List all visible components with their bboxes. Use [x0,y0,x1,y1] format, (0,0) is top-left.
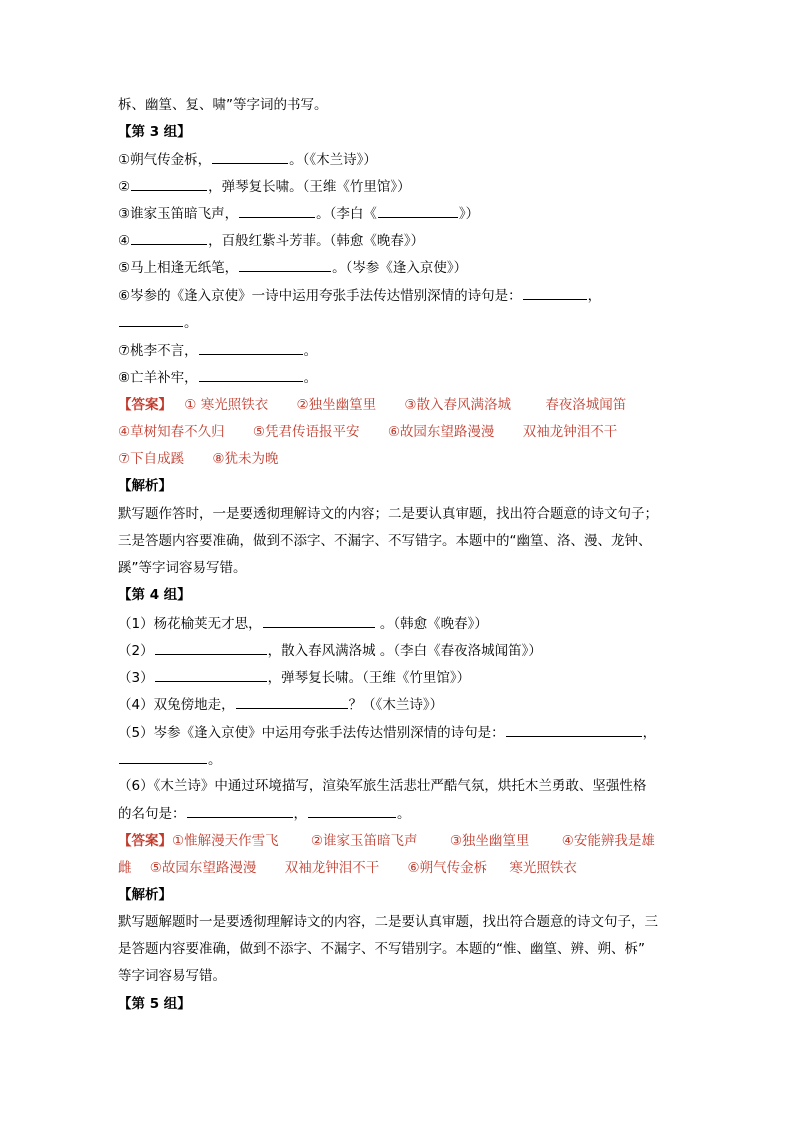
answer-blank[interactable] [187,803,293,818]
group3-q6-cont: 。 [118,312,198,333]
group3-analysis-1: 默写题作答时，一是要透彻理解诗文的内容；二是要认真审题，找出符合题意的诗文句子； [118,506,658,522]
group4-analysis-3: 等字词容易写错。 [118,968,226,984]
answer-blank[interactable] [155,640,267,655]
group3-answer-line3: ⑦下自成蹊 ⑧犹未为晚 [118,451,279,467]
group4-title: 【第 4 组】 [118,587,191,603]
group4-q1: （1）杨花榆荚无才思， 。（韩愈《晚春》） [118,613,488,634]
group5-title: 【第 5 组】 [118,996,191,1012]
answer-blank[interactable] [263,613,375,628]
group3-q7: ⑦桃李不言， 。 [118,340,317,361]
answer-blank[interactable] [131,176,207,191]
answer-blank[interactable] [239,257,331,272]
group3-q3: ③谁家玉笛暗飞声， 。（李白《 》） [118,203,479,224]
group3-answer-line1: 【答案】 ① 寒光照铁衣 ②独坐幽篁里 ③散入春风满洛城 春夜洛城闻笛 [118,397,627,413]
group3-q8: ⑧亡羊补牢， 。 [118,367,317,388]
group4-analysis-1: 默写题解题时一是要透彻理解诗文的内容，二是要认真审题，找出符合题意的诗文句子，三 [118,914,658,930]
group4-answer-line2: 雌 ⑤故园东望路漫漫 双袖龙钟泪不干 ⑥朔气传金柝 寒光照铁衣 [118,860,577,876]
group4-q3: （3） ，弹琴复长啸。（王维《竹里馆》） [118,667,470,688]
group4-q2: （2） ，散入春风满洛城 。（李白《春夜洛城闻笛》） [118,640,542,661]
answer-blank[interactable] [212,149,288,164]
group4-q5-cont: 。 [118,749,222,770]
answer-blank[interactable] [236,694,348,709]
answer-blank[interactable] [199,340,303,355]
answer-blank[interactable] [155,667,267,682]
group4-q6: （6）《木兰诗》中通过环境描写，渲染军旅生活悲壮严酷气氛，烘托木兰勇敢、坚强性格 [118,778,647,794]
answer-blank[interactable] [199,367,303,382]
answer-blank[interactable] [131,230,207,245]
answer-blank[interactable] [308,803,396,818]
group4-analysis-label: 【解析】 [118,887,172,903]
answer-blank[interactable] [239,203,315,218]
group3-answer-line2: ④草树知春不久归 ⑤凭君传语报平安 ⑥故园东望路漫漫 双袖龙钟泪不干 [118,424,618,440]
group4-q6-cont: 的名句是： ， 。 [118,803,411,824]
answer-blank[interactable] [506,722,642,737]
group4-answer-line1: 【答案】①惟解漫天作雪飞 ②谁家玉笛暗飞声 ③独坐幽篁里 ④安能辨我是雄 [118,833,655,849]
group3-q4: ④ ，百般红紫斗芳菲。（韩愈《晚春》） [118,230,424,251]
answer-label: 【答案】 [118,833,172,849]
group3-analysis-3: 蹊”等字词容易写错。 [118,560,247,576]
group3-q1: ①朔气传金柝， 。（《木兰诗》） [118,149,377,170]
answer-blank[interactable] [119,312,183,327]
answer-blank[interactable] [378,203,458,218]
intro-tail-text: 柝、幽篁、复、啸”等字词的书写。 [118,97,328,113]
group4-analysis-2: 是答题内容要准确，做到不添字、不漏字、不写错别字。本题的“惟、幽篁、辨、朔、柝” [118,941,645,957]
group3-q5: ⑤马上相逢无纸笔， 。（岑参《逢入京使》） [118,257,467,278]
group3-analysis-label: 【解析】 [118,478,172,494]
group4-q5: （5）岑参《逢入京使》中运用夸张手法传达惜别深情的诗句是： ， [118,722,656,743]
answer-label: 【答案】 [118,397,172,413]
answer-blank[interactable] [523,285,587,300]
group3-q2: ② ，弹琴复长啸。（王维《竹里馆》） [118,176,411,197]
group3-analysis-2: 三是答题内容要准确，做到不添字、不漏字、不写错字。本题中的“幽篁、洛、漫、龙钟、 [118,533,652,549]
group3-q6: ⑥岑参的《逢入京使》一诗中运用夸张手法传达惜别深情的诗句是： ， [118,285,601,306]
group4-q4: （4）双兔傍地走， ？（《木兰诗》） [118,694,443,715]
group3-title: 【第 3 组】 [118,124,191,140]
answer-blank[interactable] [119,749,207,764]
